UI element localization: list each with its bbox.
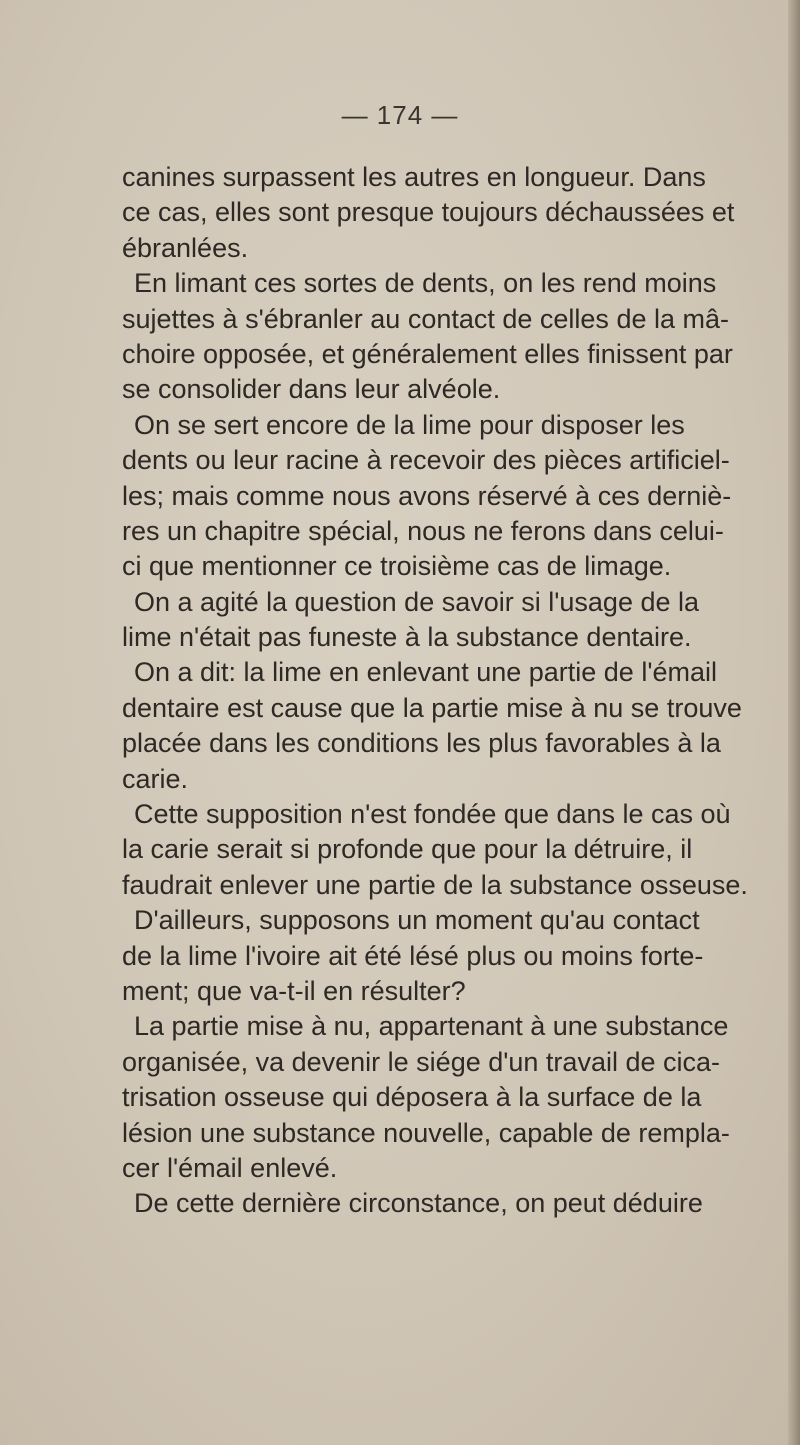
- text-line: choire opposée, et généralement elles finissent par: [122, 338, 733, 369]
- text-line: trisation osseuse qui déposera à la surface de la: [122, 1082, 702, 1113]
- page-edge: [788, 0, 800, 1445]
- text-line: La partie mise à nu, appartenant à une substance: [134, 1011, 729, 1042]
- text-line: carie.: [122, 763, 189, 794]
- text-line: les; mais comme nous avons réservé à ces derniè-: [122, 480, 732, 511]
- text-line: cer l'émail enlevé.: [122, 1152, 338, 1183]
- text-line: D'ailleurs, supposons un moment qu'au contact: [134, 905, 700, 936]
- body-text: [122, 160, 762, 1222]
- text-line: res un chapitre spécial, nous ne ferons dans celui-: [122, 515, 724, 546]
- text-line: On se sert encore de la lime pour disposer les: [134, 409, 685, 440]
- text-line: De cette dernière circonstance, on peut déduire: [134, 1188, 703, 1219]
- text-line: sujettes à s'ébranler au contact de celles de la mâ-: [122, 303, 729, 334]
- page-number: — 174 —: [341, 100, 459, 130]
- text-line: On a agité la question de savoir si l'usage de la: [134, 586, 700, 617]
- text-line: ment; que va-t-il en résulter?: [122, 975, 466, 1006]
- text-line: lime n'était pas funeste à la substance dentaire.: [122, 622, 692, 653]
- text-line: dents ou leur racine à recevoir des pièces artificiel-: [122, 445, 730, 476]
- text-line: la carie serait si profonde que pour la détruire, il: [122, 834, 693, 865]
- text-line: En limant ces sortes de dents, on les rend moins: [134, 268, 717, 299]
- text-line: Cette supposition n'est fondée que dans le cas où: [134, 799, 731, 830]
- text-line: ce cas, elles sont presque toujours déchaussées et: [122, 197, 735, 228]
- text-line: placée dans les conditions les plus favorables à la: [122, 728, 721, 759]
- text-line: dentaire est cause que la partie mise à nu se trouve: [122, 692, 742, 723]
- text-line: de la lime l'ivoire ait été lésé plus ou moins forte-: [122, 940, 704, 971]
- text-line: faudrait enlever une partie de la substance osseuse.: [122, 869, 748, 900]
- text-line: On a dit: la lime en enlevant une partie de l'émail: [134, 657, 717, 688]
- text-line: ci que mentionner ce troisième cas de limage.: [122, 551, 672, 582]
- text-line: ébranlées.: [122, 232, 249, 263]
- text-line: organisée, va devenir le siége d'un travail de cica-: [122, 1046, 720, 1077]
- text-line: se consolider dans leur alvéole.: [122, 374, 501, 405]
- text-line: canines surpassent les autres en longueur. Dans: [122, 162, 706, 192]
- text-line: lésion une substance nouvelle, capable de rempla-: [122, 1117, 730, 1148]
